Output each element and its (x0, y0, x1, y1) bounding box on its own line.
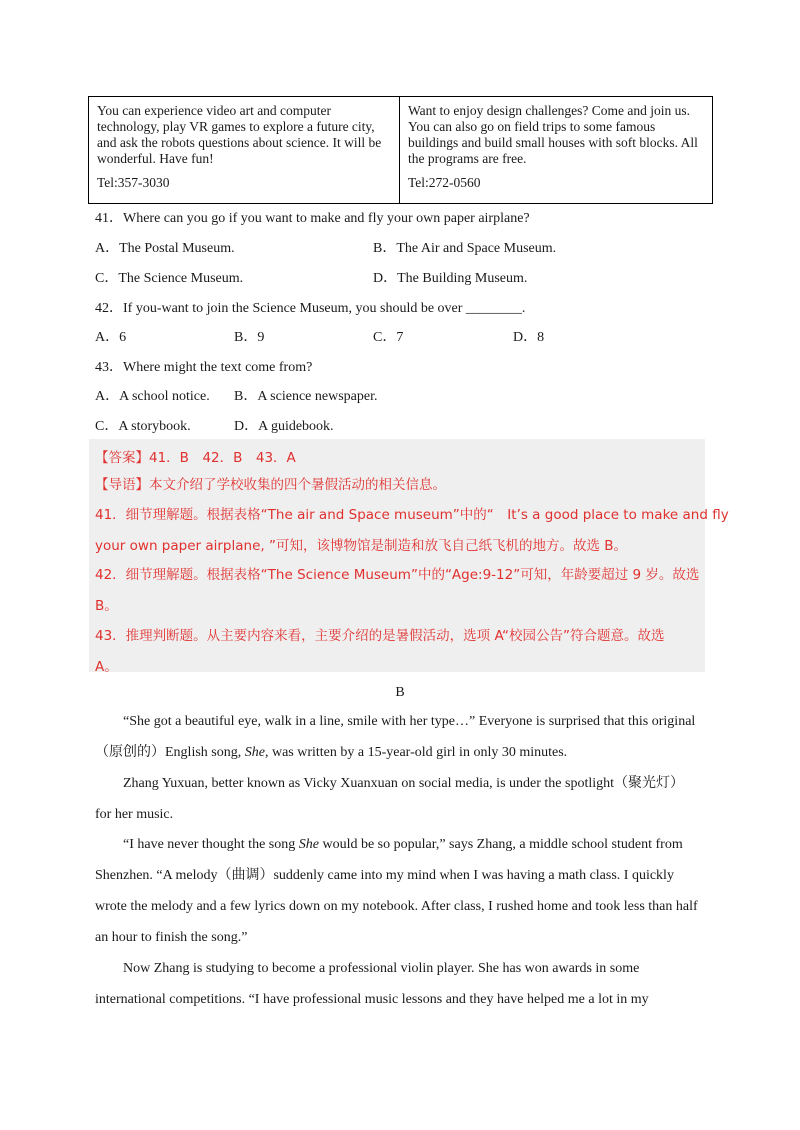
table-cell-science-museum (89, 97, 400, 203)
q41-option-a: A．The Postal Museum. (95, 241, 235, 256)
cell-tel: Tel:357-3030 (97, 175, 170, 190)
question-41: 41．Where can you go if you want to make and fly your own paper airplane? (95, 211, 530, 226)
explanation-43-line2: A。 (95, 659, 118, 675)
p1-line2a: （原创的）English song, (95, 745, 245, 760)
explanation-42-line1: 42．细节理解题。根据表格“The Science Museum”中的“Age:9-12”可知，年龄要超过 9 岁。故选 (95, 567, 700, 583)
p4-line2: international competitions. “I have professional music lessons and they have helped me a lot in my (95, 992, 649, 1007)
explanation-41-line1: 41．细节理解题。根据表格“The air and Space museum”中的“ It’s a good place to make and fly (95, 507, 729, 523)
q42-option-b: B．9 (234, 330, 265, 345)
q42-option-c: C．7 (373, 330, 404, 345)
q41-option-b: B．The Air and Space Museum. (373, 241, 557, 256)
q43-option-c: C．A storybook. (95, 419, 191, 434)
q41-option-c: C．The Science Museum. (95, 271, 244, 286)
cell-text: You can experience video art and computer technology, play VR games to explore a future city, and ask the robots questions about science. It will be wonderful. Have fun! (97, 103, 382, 166)
answer-key: 【答案】41．B 42．B 43．A (95, 450, 296, 466)
question-42: 42．If you-want to join the Science Museum, you should be over ________. (95, 301, 526, 316)
song-title: She (244, 745, 265, 760)
p2-line2: for her music. (95, 807, 174, 822)
paragraph-3 (95, 829, 707, 953)
p3-line2: Shenzhen. “A melody（曲调）suddenly came into my mind when I was having a math class. I quickly (95, 868, 674, 883)
question-43: 43．Where might the text come from? (95, 360, 313, 375)
table-cell-building-museum (400, 97, 712, 203)
p1-line2b: , was written by a 15-year-old girl in only 30 minutes. (264, 745, 568, 760)
song-title: She (298, 837, 319, 852)
paragraph-4 (95, 953, 707, 1015)
p3-line1b: would be so popular,” says Zhang, a middle school student from (318, 837, 683, 852)
p4-line1: Now Zhang is studying to become a professional violin player. She has won awards in some (123, 961, 640, 976)
q41-option-d: D．The Building Museum. (373, 271, 528, 286)
explanation-43-line1: 43．推理判断题。从主要内容来看，主要介绍的是暑假活动，选项 A“校园公告”符合题意。故选 (95, 628, 665, 644)
explanation-41-line2: your own paper airplane, ”可知，该博物馆是制造和放飞自己纸飞机的地方。故选 B。 (95, 538, 628, 554)
p3-line3: wrote the melody and a few lyrics down on my notebook. After class, I rushed home and took less than half (95, 899, 698, 914)
paragraph-2 (95, 768, 707, 830)
q43-option-b: B．A science newspaper. (234, 389, 378, 404)
q43-option-d: D．A guidebook. (234, 419, 334, 434)
p2-line1: Zhang Yuxuan, better known as Vicky Xuanxuan on social media, is under the spotlight（聚光灯） (123, 776, 685, 791)
explanation-42-line2: B。 (95, 598, 118, 614)
cell-text: Want to enjoy design challenges? Come and join us. You can also go on field trips to some famous buildings and build small houses with soft blocks. All the programs are free. (408, 103, 698, 166)
q43-option-a: A．A school notice. (95, 389, 210, 404)
q42-option-a: A．6 (95, 330, 127, 345)
q42-option-d: D．8 (513, 330, 545, 345)
answer-intro: 【导语】本文介绍了学校收集的四个暑假活动的相关信息。 (95, 477, 446, 493)
p1-line1: “She got a beautiful eye, walk in a line, smile with her type…” Everyone is surprised that this original (123, 714, 696, 729)
cell-tel: Tel:272-0560 (408, 175, 481, 190)
p3-line1a: “I have never thought the song (123, 837, 299, 852)
paragraph-1 (95, 706, 707, 768)
p3-line4: an hour to finish the song.” (95, 930, 248, 945)
info-table (88, 96, 713, 204)
section-b-title: B (395, 685, 405, 700)
